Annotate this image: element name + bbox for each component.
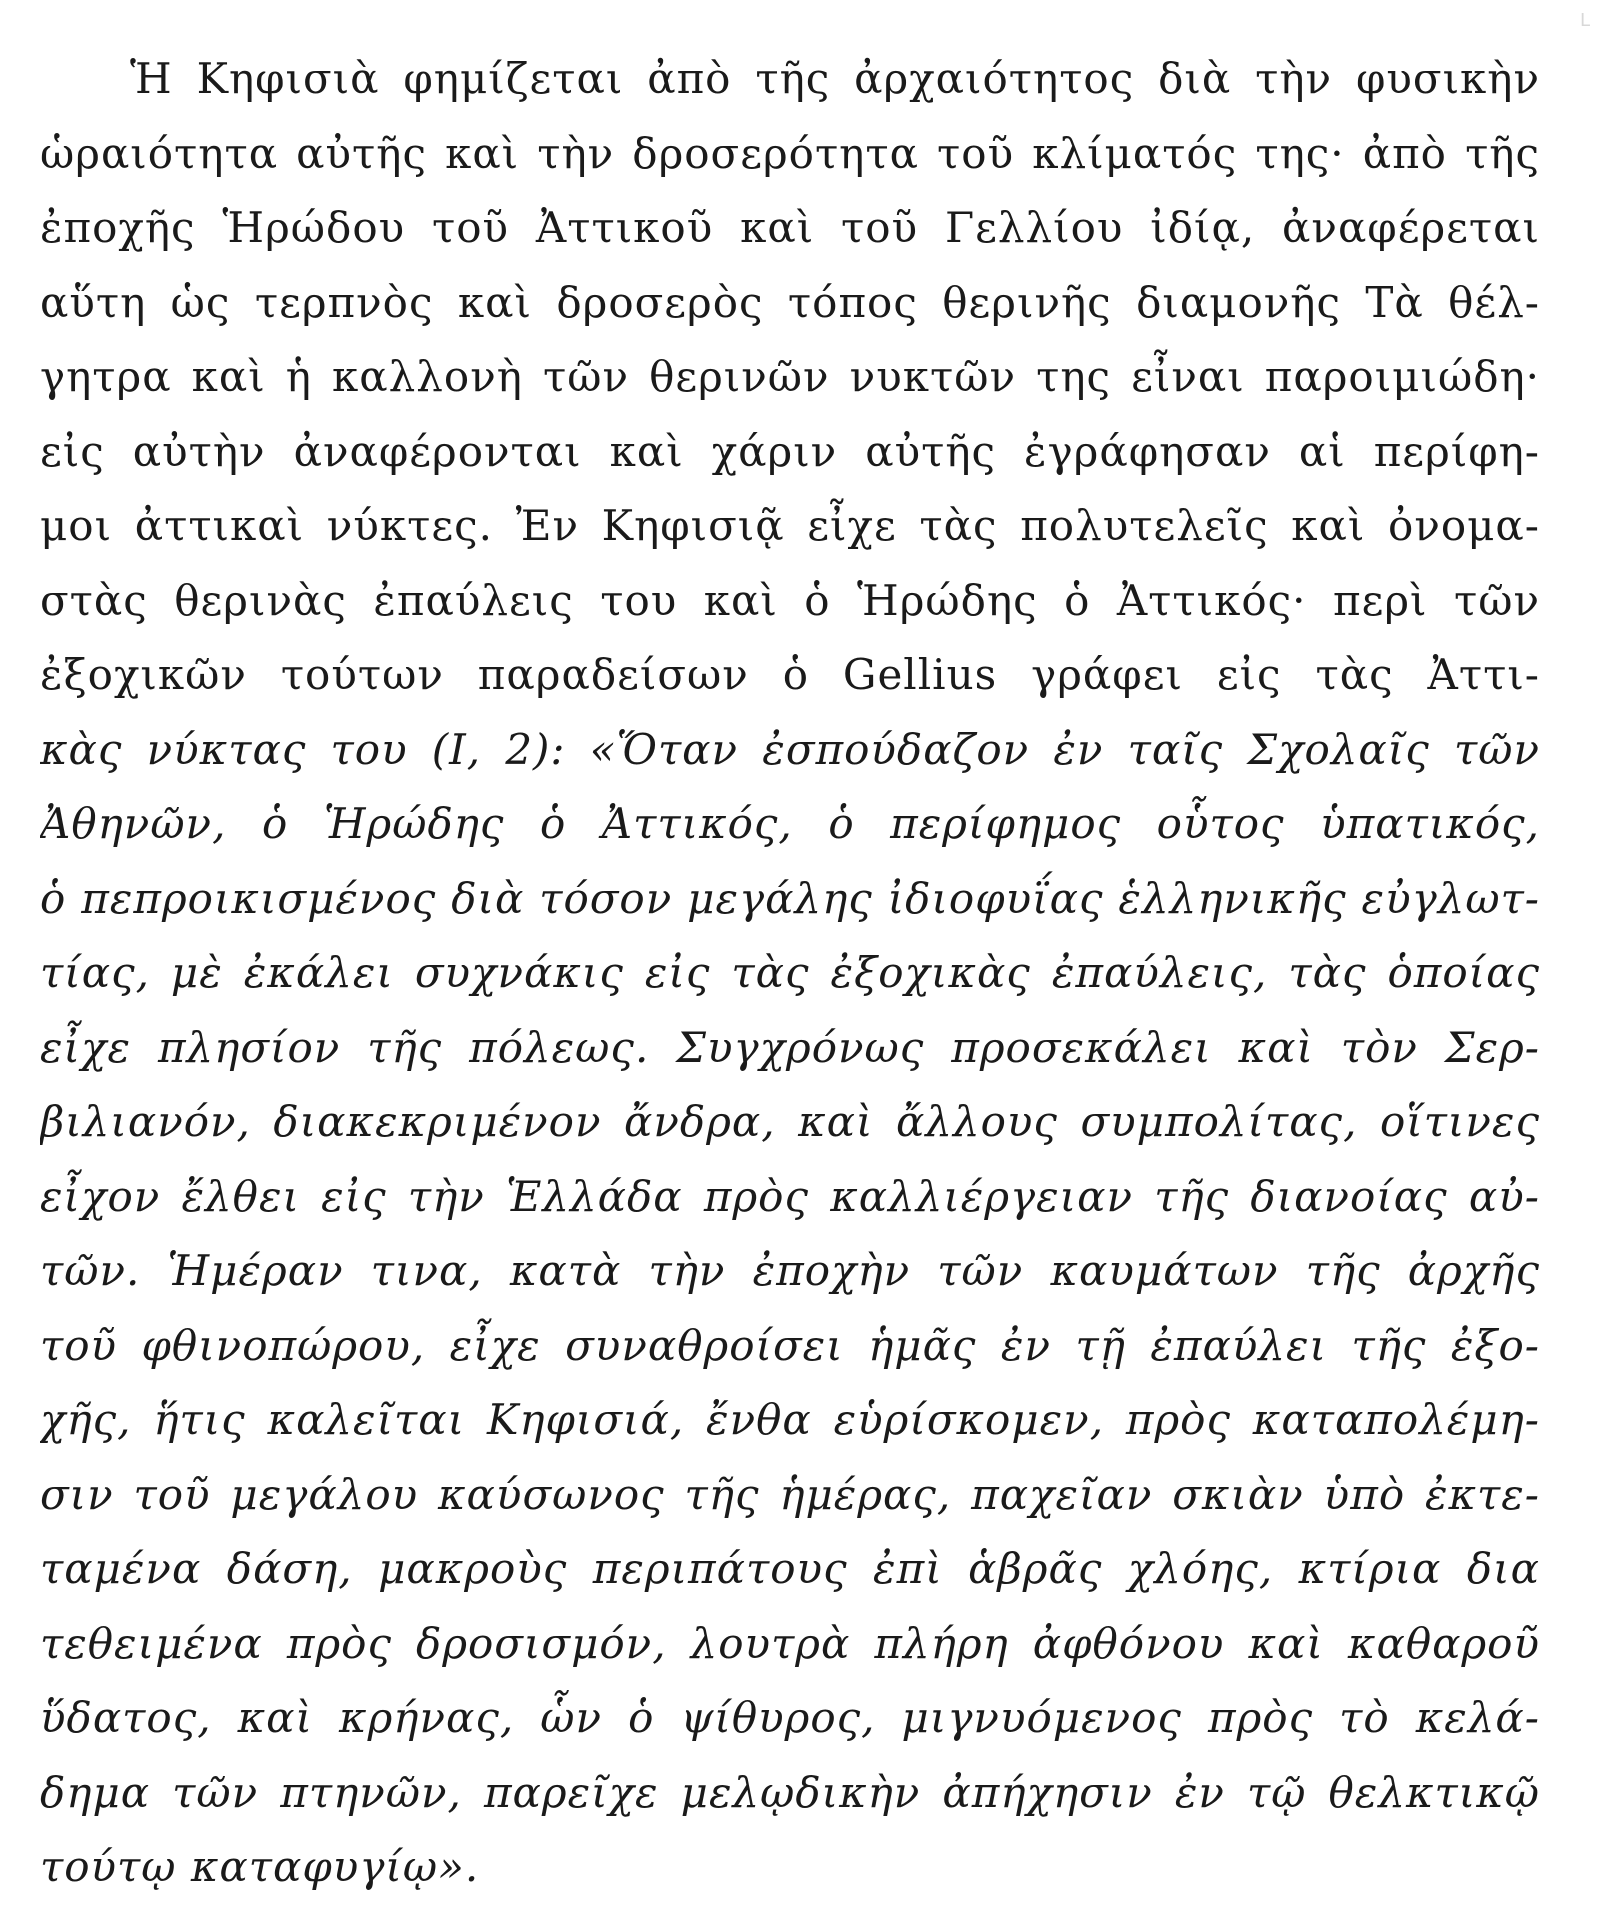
text-line: Ἀθηνῶν, ὁ Ἡρώδης ὁ Ἀττικός, ὁ περίφημος οὗτος ὑπατικός, (40, 799, 1540, 848)
text-line: τῶν. Ἡμέραν τινα, κατὰ τὴν ἐποχὴν τῶν καυμάτων τῆς ἀρχῆς (40, 1246, 1540, 1295)
text-line: εἰς αὐτὴν ἀναφέρονται καὶ χάριν αὐτῆς ἐγράφησαν αἱ περίφη- (40, 426, 1540, 476)
text-line: τίας, μὲ ἐκάλει συχνάκις εἰς τὰς ἐξοχικὰς ἐπαύλεις, τὰς ὁποίας (40, 948, 1540, 997)
text-line: αὕτη ὡς τερπνὸς καὶ δροσερὸς τόπος θερινῆς διαμονῆς Τὰ θέλ- (40, 277, 1540, 327)
text-line: ὕδατος, καὶ κρήνας, ὧν ὁ ψίθυρος, μιγνυόμενος πρὸς τὸ κελά- (40, 1693, 1540, 1742)
text-line: εἶχε πλησίον τῆς πόλεως. Συγχρόνως προσεκάλει καὶ τὸν Σερ- (40, 1022, 1540, 1072)
text-line: τούτῳ καταφυγίῳ». (40, 1842, 480, 1891)
corner-mark: L (1579, 10, 1590, 31)
text-line: γητρα καὶ ἡ καλλονὴ τῶν θερινῶν νυκτῶν της εἶναι παροιμιώδη· (40, 352, 1540, 401)
text-line: ταμένα δάση, μακροὺς περιπάτους ἐπὶ ἁβρᾶς χλόης, κτίρια δια (40, 1544, 1540, 1593)
text-line: χῆς, ἥτις καλεῖται Κηφισιά, ἔνθα εὑρίσκομεν, πρὸς καταπολέμη- (40, 1395, 1540, 1444)
text-line: τεθειμένα πρὸς δροσισμόν, λουτρὰ πλήρη ἀφθόνου καὶ καθαροῦ (40, 1618, 1540, 1668)
text-line: ὡραιότητα αὐτῆς καὶ τὴν δροσερότητα τοῦ κλίματός της· ἀπὸ τῆς (40, 128, 1540, 178)
text-line: ἐποχῆς Ἡρώδου τοῦ Ἀττικοῦ καὶ τοῦ Γελλίου ἰδίᾳ, ἀναφέρεται (40, 203, 1540, 252)
text-line: εἶχον ἔλθει εἰς τὴν Ἑλλάδα πρὸς καλλιέργειαν τῆς διανοίας αὐ- (40, 1171, 1540, 1221)
text-line: μοι ἀττικαὶ νύκτες. Ἐν Κηφισιᾷ εἶχε τὰς πολυτελεῖς καὶ ὀνομα- (40, 501, 1540, 550)
text-line: κὰς νύκτας του (Ι, 2): «Ὅταν ἐσπούδαζον ἐν ταῖς Σχολαῖς τῶν (40, 724, 1540, 774)
text-line: ὁ πεπροικισμένος διὰ τόσον μεγάλης ἰδιοφυΐας ἑλληνικῆς εὐγλωτ- (40, 873, 1540, 923)
text-line: δημα τῶν πτηνῶν, παρεῖχε μελῳδικὴν ἀπήχησιν ἐν τῷ θελκτικῷ (40, 1767, 1540, 1817)
text-line: τοῦ φθινοπώρου, εἶχε συναθροίσει ἡμᾶς ἐν τῇ ἐπαύλει τῆς ἐξο- (40, 1320, 1540, 1370)
text-line: στὰς θερινὰς ἐπαύλεις του καὶ ὁ Ἡρώδης ὁ Ἀττικός· περὶ τῶν (40, 575, 1540, 625)
paragraph (40, 42, 1540, 1905)
text-line: σιν τοῦ μεγάλου καύσωνος τῆς ἡμέρας, παχεῖαν σκιὰν ὑπὸ ἐκτε- (40, 1469, 1540, 1519)
text-line: βιλιανόν, διακεκριμένον ἄνδρα, καὶ ἄλλους συμπολίτας, οἵτινες (40, 1097, 1540, 1146)
text-line: Ἡ Κηφισιὰ φημίζεται ἀπὸ τῆς ἀρχαιότητος διὰ τὴν φυσικὴν (130, 54, 1540, 103)
text-line: ἐξοχικῶν τούτων παραδείσων ὁ Gellius γράφει εἰς τὰς Ἀττι- (40, 650, 1540, 699)
